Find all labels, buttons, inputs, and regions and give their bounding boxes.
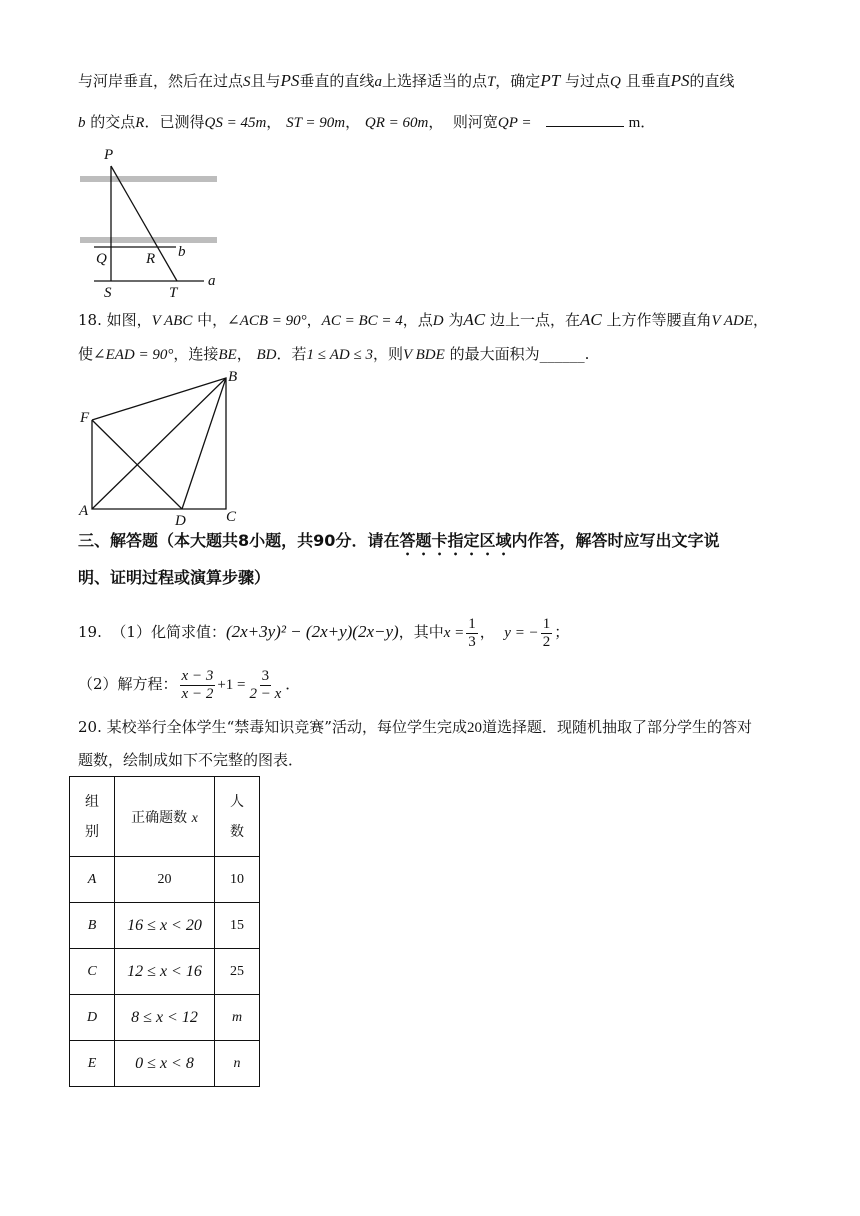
- label-r: R: [146, 251, 156, 267]
- line-ab: [92, 378, 226, 509]
- header-correct-count: 正确题数 x: [115, 777, 215, 857]
- river-bank-top: [80, 176, 217, 182]
- cell-group: C: [70, 949, 115, 995]
- answer-blank-17: [546, 112, 624, 127]
- header-group: 组 别: [70, 777, 115, 857]
- cell-count: 25: [215, 949, 260, 995]
- q20-text-line1: 20. 某校举行全体学生“禁毒知识竞赛”活动，每位学生完成20道选择题．现随机抽取了部分学生的答对: [78, 718, 752, 736]
- cell-group: D: [70, 995, 115, 1041]
- cell-count: 15: [215, 903, 260, 949]
- cell-range: 0 ≤ x < 8: [115, 1041, 215, 1087]
- q18-text-line1: 18. 如图，V ABC 中，∠ACB = 90°，AC = BC = 4，点D 为AC 边上一点，在AC 上方作等腰直角V ADE，: [78, 310, 769, 329]
- label-t: T: [169, 285, 178, 301]
- table-row: [70, 1041, 260, 1087]
- table-row: [70, 903, 260, 949]
- table-row: [70, 995, 260, 1041]
- q17-text-line2: b 的交点R．已测得QS = 45m， ST = 90m， QR = 60m， 则河宽QP = m．: [78, 113, 656, 131]
- score-table: [69, 776, 260, 1087]
- table-header-row: [70, 777, 260, 857]
- line-db: [182, 378, 226, 509]
- label-c: C: [226, 509, 237, 525]
- label-q: Q: [96, 251, 107, 267]
- label-a: A: [79, 503, 89, 519]
- cell-range: 12 ≤ x < 16: [115, 949, 215, 995]
- cell-range: 20: [115, 857, 215, 903]
- label-b: b: [178, 244, 186, 260]
- label-f: F: [80, 410, 90, 426]
- section-3-heading-line1: 三、解答题（本大题共8小题，共90分．请在答题卡指定区域内作答，解答时应写出文字说: [78, 531, 720, 550]
- table-row: [70, 949, 260, 995]
- q19-part1: 19. （1）化简求值：(2x+3y)² − (2x+y)(2x−y)，其中x = $\frac{1}{3}$ ， y = − $\frac{1}{2}$ ；: [78, 615, 570, 650]
- cell-range: 8 ≤ x < 12: [115, 995, 215, 1041]
- river-bank-bottom: [80, 237, 217, 243]
- label-b: B: [228, 369, 238, 385]
- cell-group: A: [70, 857, 115, 903]
- label-s: S: [104, 285, 112, 301]
- table-row: [70, 857, 260, 903]
- label-d: D: [175, 513, 186, 529]
- cell-range: 16 ≤ x < 20: [115, 903, 215, 949]
- header-people: 人 数: [215, 777, 260, 857]
- cell-count: n: [215, 1041, 260, 1087]
- q18-text-line2: 使∠EAD = 90°，连接BE， BD．若1 ≤ AD ≤ 3，则V BDE 的最大面积为______.: [78, 345, 590, 363]
- river-width-figure: [74, 146, 234, 302]
- line-pt: [111, 166, 177, 281]
- label-a: a: [208, 273, 216, 289]
- triangle-figure: [74, 366, 254, 530]
- cell-group: B: [70, 903, 115, 949]
- cell-group: E: [70, 1041, 115, 1087]
- cell-count: m: [215, 995, 260, 1041]
- label-p: P: [104, 147, 114, 163]
- section-3-heading-line2: 明、证明过程或演算步骤）: [78, 568, 271, 587]
- q20-text-line2: 题数，绘制成如下不完整的图表．: [78, 751, 304, 769]
- q17-text-line1: 与河岸垂直，然后在过点S且与PS垂直的直线a上选择适当的点T，确定PT 与过点Q 且垂直PS的直线: [78, 71, 735, 90]
- q19-part2: （2）解方程： $\frac{x - 3}{x - 2}$ +1 = $\frac{3}{2 - x}$ ．: [78, 667, 301, 702]
- cell-count: 10: [215, 857, 260, 903]
